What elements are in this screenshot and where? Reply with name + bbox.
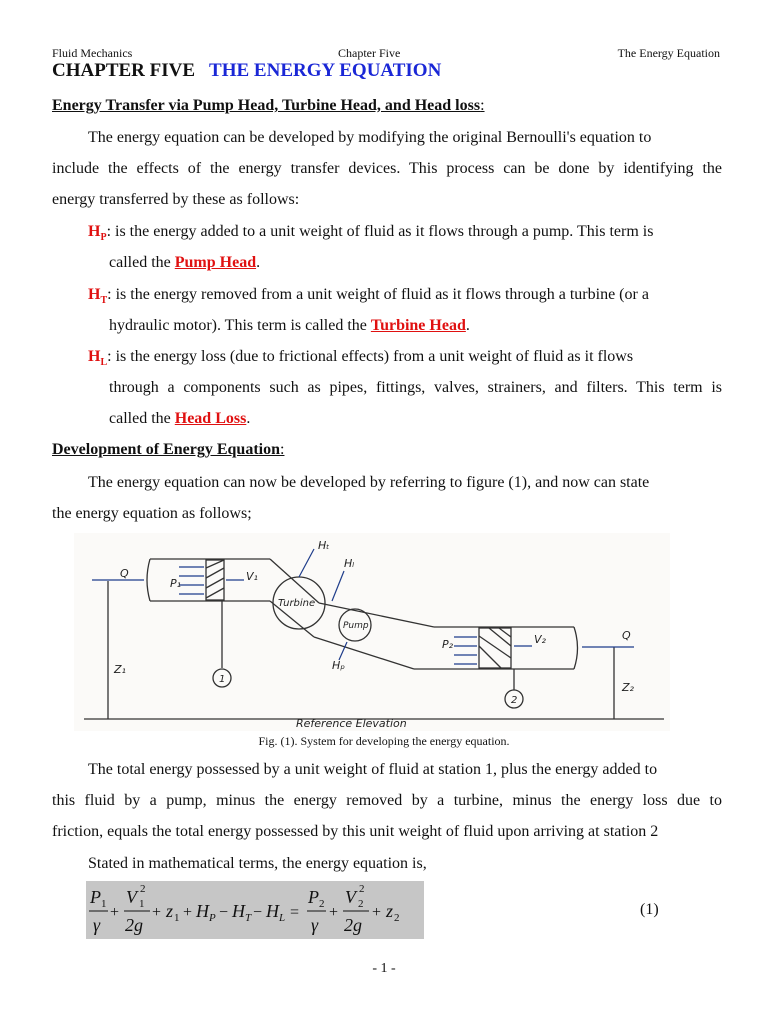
eq-2g-1: 2g [125,915,143,935]
eq-p2-sub: 2 [319,898,325,910]
para3-line1: The total energy possessed by a unit weight of fluid at station 1, plus the energy added to [88,761,658,778]
eq-hp: H [196,901,209,921]
eq-z2-sub: 2 [394,912,400,924]
para1-line2: include the effects of the energy transfer devices. This process can be done by identifying the [52,160,722,177]
section-heading-development [52,441,284,459]
para3-line2: this fluid by a pump, minus the energy removed by a turbine, minus the energy loss due to [52,792,722,809]
eq-p1-sub: 1 [101,898,107,910]
eq-hl: H [266,901,279,921]
ht-arrow [299,549,314,577]
label-station1: 1 [219,674,226,685]
label-p2: P₂ [442,638,454,651]
label-turbine: Turbine [278,598,316,609]
eq-ht: H [232,901,245,921]
section1-heading-colon: : [480,97,485,114]
label-ht: Hₜ [318,539,330,552]
eq-plus3: + [183,904,193,921]
figure-caption: Fig. (1). System for developing the energy equation. [258,734,510,748]
eq-2g-2: 2g [344,915,362,935]
section2-heading-colon: : [280,441,285,458]
eq-z1-sub: 1 [174,912,180,924]
hp-definition-line2: called the Pump Head. [109,254,261,271]
eq-v1-sub: 1 [139,898,145,910]
pump-head-term: Pump Head [174,254,257,271]
section-heading-energy-transfer [52,97,485,115]
label-q-right: Q [622,629,631,642]
eq-minus2: − [253,904,263,921]
hp-definition-line1 [88,223,653,243]
section2-heading-text: Development of Energy Equation [52,441,280,458]
label-pump: Pump [343,621,369,631]
pipe-system-diagram [74,533,670,731]
pipe-inlet-end [147,559,150,601]
para2-line2: the energy equation as follows; [52,505,252,522]
label-z2: Z₂ [622,681,634,694]
chapter-name: THE ENERGY EQUATION [209,60,442,81]
chapter-label: CHAPTER FIVE [52,60,196,81]
eq-v2-sub: 2 [358,898,364,910]
hl-arrow [332,571,344,601]
label-hp: Hₚ [332,659,345,672]
hl-definition-line1 [88,348,633,368]
eq-minus1: − [219,904,229,921]
label-v1: V₁ [246,570,258,583]
para1-line1: The energy equation can be developed by modifying the original Bernoulli's equation to [88,129,652,146]
label-hl: Hₗ [344,557,355,570]
hl-definition-line2: through a components such as pipes, fittings, valves, strainers, and filters. This term is [109,379,722,396]
header-right: The Energy Equation [617,46,720,60]
header-left: Fluid Mechanics [52,46,133,60]
label-v2: V₂ [534,633,546,646]
label-q-left: Q [120,567,129,580]
pipe-outlet-end [574,627,578,669]
eq-v1: V [126,887,137,907]
eq-plus2: + [152,904,162,921]
label-reference: Reference Elevation [296,717,407,730]
eq-gamma1: γ [93,915,101,935]
para3-stated: Stated in mathematical terms, the energy equation is, [88,855,427,872]
section1-heading-text: Energy Transfer via Pump Head, Turbine Head, and Head loss [52,97,481,114]
label-z1: Z₁ [114,663,126,676]
eq-plus4: + [329,904,339,921]
energy-system-figure [74,533,670,731]
para3-line3: friction, equals the total energy possessed by this unit weight of fluid upon arriving at station 2 [52,823,659,840]
chapter-title [52,60,441,82]
hp-arrow [339,642,347,660]
eq-plus1: + [110,904,120,921]
ht-symbol: $H_T$ [88,286,108,307]
eq-p2: P [308,887,319,907]
eq-hp-sub: P [209,912,216,924]
eq-plus5: + [372,904,382,921]
eq-hl-sub: L [279,912,286,924]
eq-v2: V [345,887,356,907]
label-p1: P₁ [170,577,182,590]
energy-equation [86,881,424,939]
ht-text: : is the energy removed from a unit weight of fluid as it flows through a turbine (or a [107,286,649,303]
hp-text: : is the energy added to a unit weight of fluid as it flows through a pump. This term is [106,223,654,240]
eq-equals: = [290,904,300,921]
head-loss-term: Head Loss [174,410,247,427]
label-station2: 2 [511,695,518,706]
hl-definition-line3: called the Head Loss. [109,410,251,427]
eq-ht-sub: T [245,912,252,924]
eq-gamma2: γ [311,915,319,935]
ht-definition-line1 [88,286,649,306]
pipe-upper-wall-mid [319,603,434,627]
pipe-lower-wall-mid [314,637,414,669]
ht-definition-line2: hydraulic motor). This term is called the Turbine Head. [109,317,470,334]
eq-z1: z [166,901,174,921]
hl-symbol: $H_L$ [88,348,108,369]
equation-number: (1) [640,901,659,918]
para2-line1: The energy equation can now be developed by referring to figure (1), and now can state [88,474,650,491]
header-center: Chapter Five [338,46,401,60]
eq-v1-sq: 2 [140,883,146,895]
hp-symbol: $H_P$ [88,223,107,244]
page-number: - 1 - [372,961,396,976]
eq-p1: P [90,887,101,907]
para1-line3: energy transferred by these as follows: [52,191,300,208]
equation-svg [86,881,424,939]
hl-text: : is the energy loss (due to frictional effects) from a unit weight of fluid as it flows [107,348,634,365]
turbine-head-term: Turbine Head [370,317,466,334]
eq-v2-sq: 2 [359,883,365,895]
eq-z2: z [386,901,394,921]
